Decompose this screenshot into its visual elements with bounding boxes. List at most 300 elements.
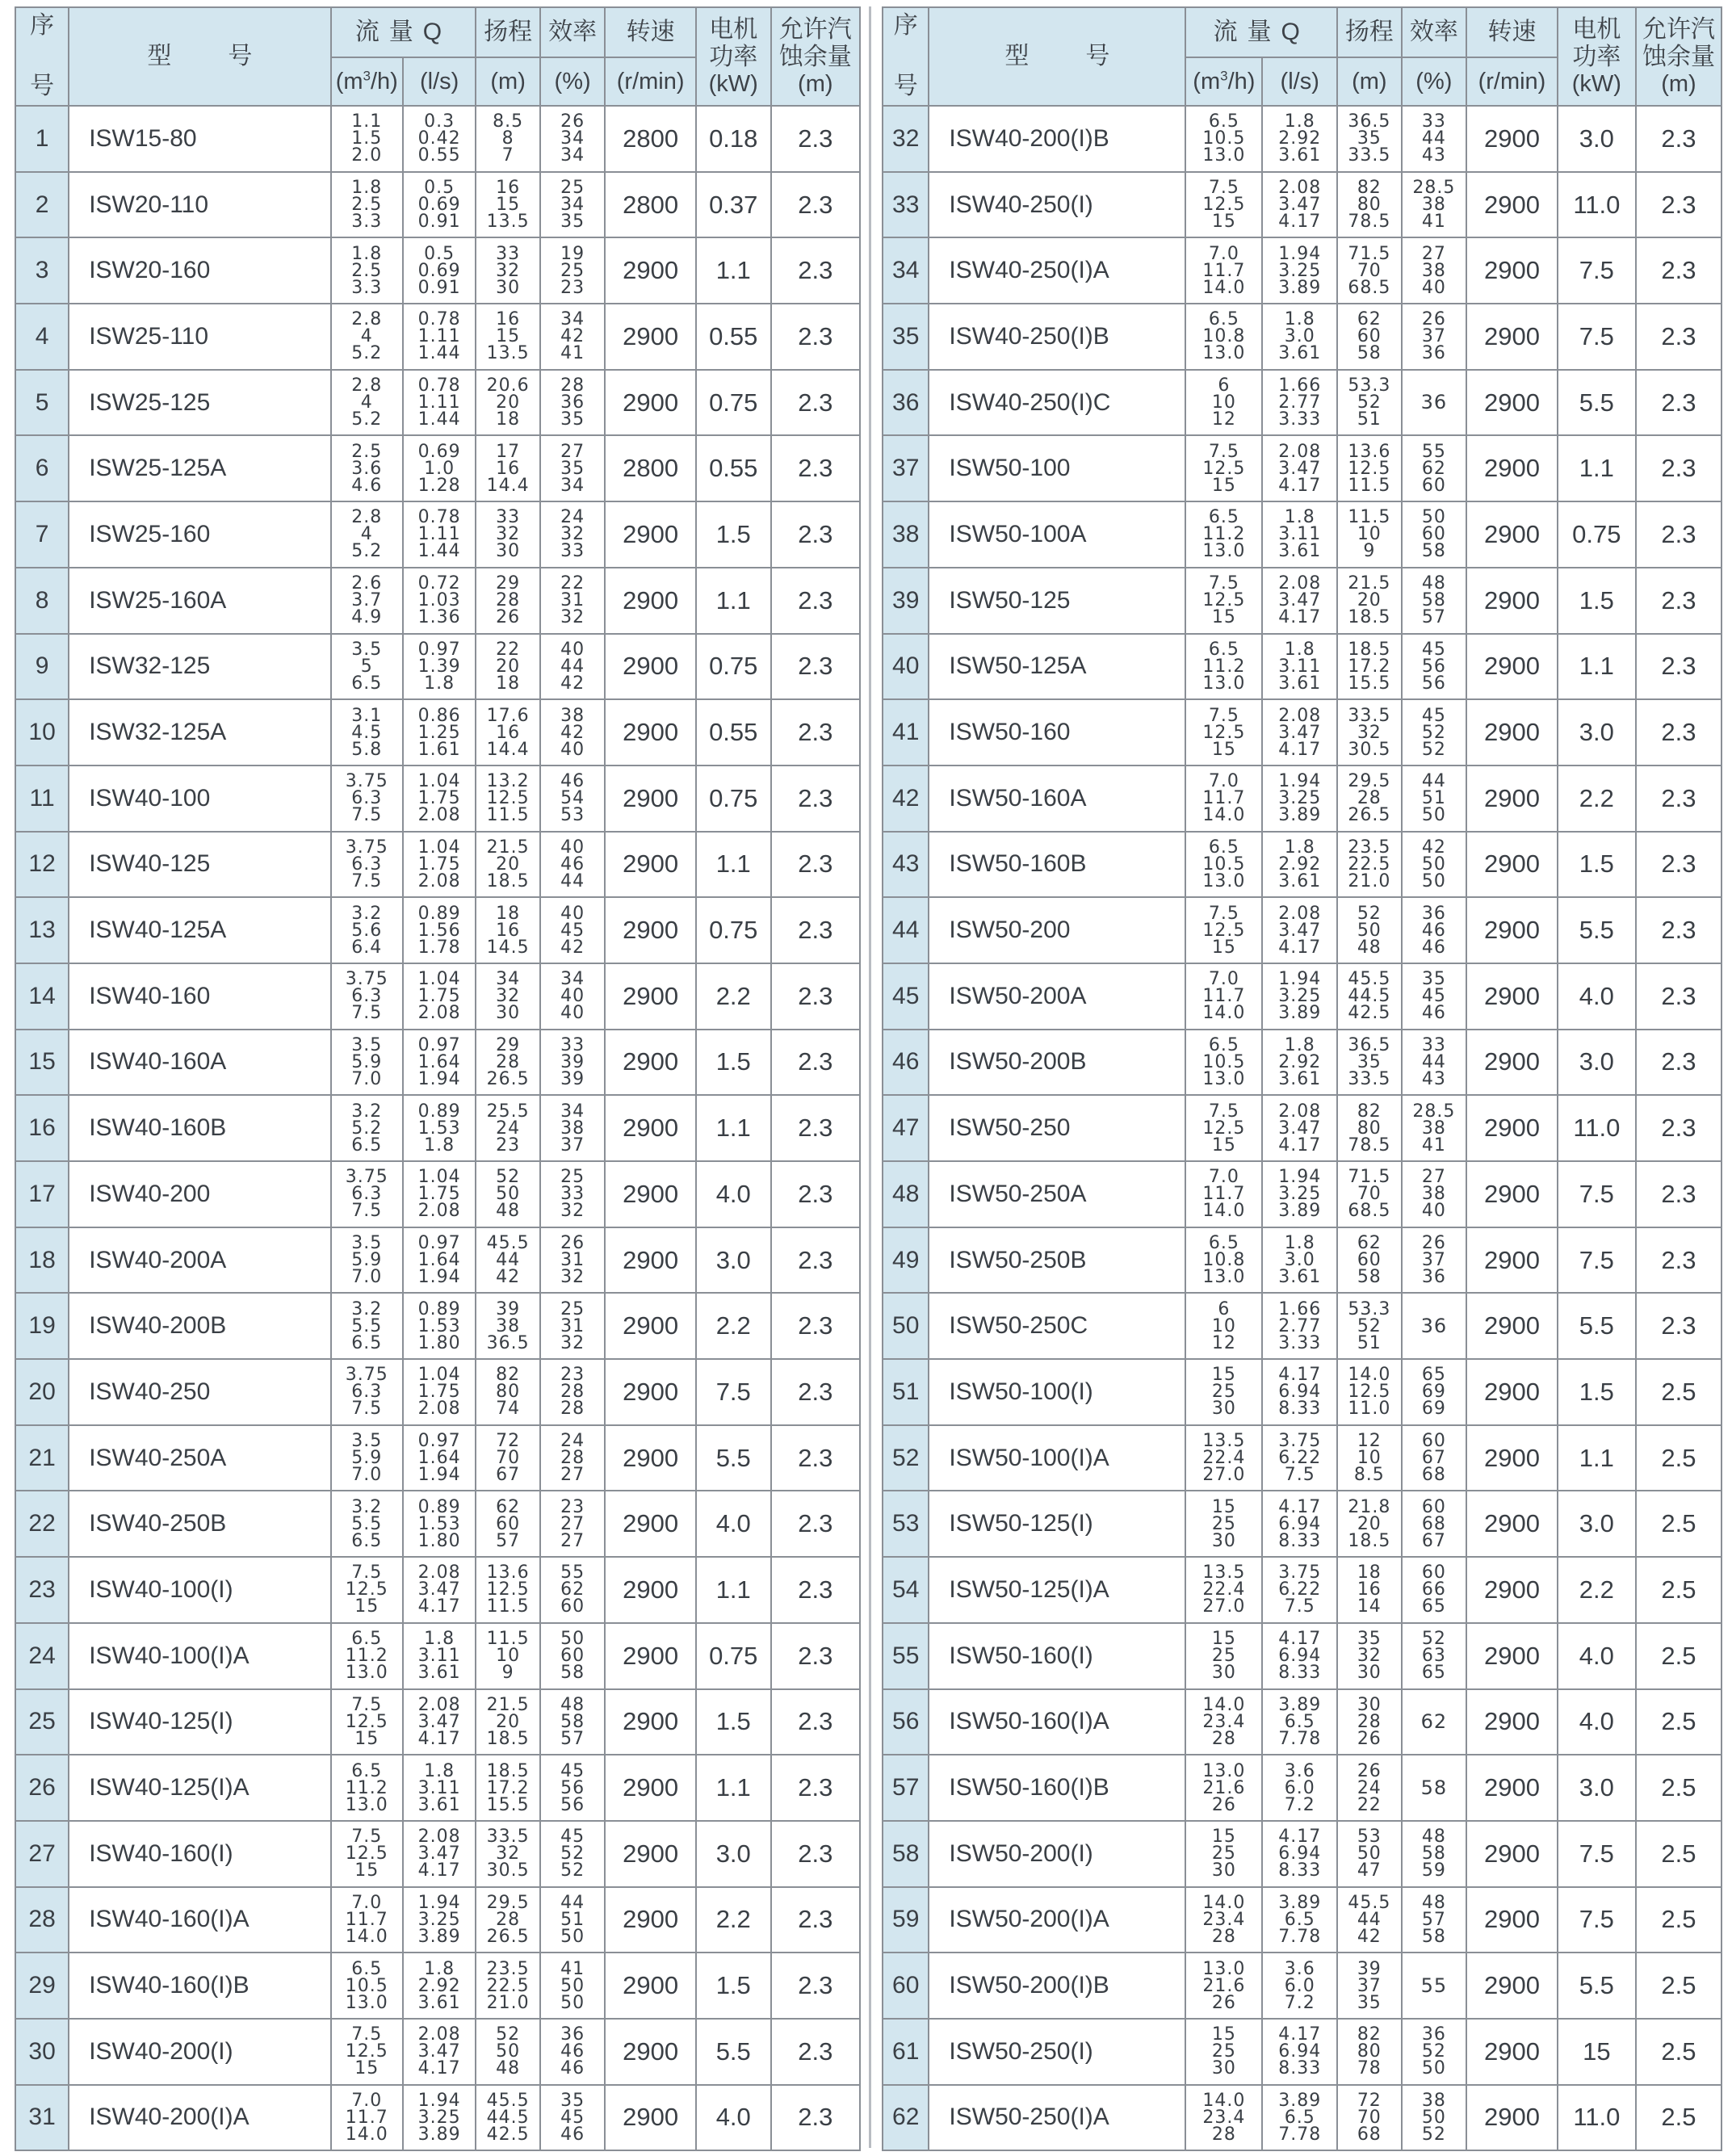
flow-ls-cell-value: 4.17 <box>1278 1496 1322 1517</box>
flow-m3h-cell-value: 1.5 <box>351 128 383 149</box>
flow-ls-cell-value: 1.94 <box>417 2090 461 2111</box>
flow-m3h-cell-value: 5.2 <box>351 1118 383 1139</box>
efficiency-cell-value: 46 <box>1421 920 1446 941</box>
head-cell-value: 26.5 <box>486 1068 530 1089</box>
flow-ls-cell <box>1262 370 1337 436</box>
model-cell: ISW50-200A <box>929 963 1185 1030</box>
flow-m3h-cell <box>331 699 403 766</box>
power-cell: 4.0 <box>1558 1689 1636 1755</box>
flow-m3h-cell-value: 3.5 <box>351 1034 383 1055</box>
head-cell-value: 21.0 <box>1348 870 1391 891</box>
flow-m3h-cell-value: 6.5 <box>1208 507 1239 528</box>
flow-ls-cell-value: 1.11 <box>417 392 461 413</box>
head-cell-value: 70 <box>1357 260 1382 281</box>
head-cell <box>1337 1359 1401 1425</box>
efficiency-cell-value: 60 <box>560 1596 585 1617</box>
flow-m3h-unit-pre: (m <box>1193 68 1221 94</box>
flow-ls-cell-value: 0.97 <box>417 1233 461 1254</box>
power-cell: 1.1 <box>1558 1425 1636 1491</box>
flow-m3h-cell-value: 3.75 <box>345 1365 388 1386</box>
flow-m3h-cell <box>331 237 403 304</box>
efficiency-cell-value: 53 <box>560 805 585 826</box>
flow-ls-cell <box>1262 1425 1337 1491</box>
head-cell-value: 30.5 <box>1348 739 1391 760</box>
flow-ls-cell-value: 3.25 <box>1278 260 1322 281</box>
flow-ls-cell-value: 1.11 <box>417 326 461 347</box>
flow-m3h-cell <box>1185 435 1262 501</box>
npsh-cell: 2.5 <box>1636 1689 1722 1755</box>
flow-m3h-cell-value: 12.5 <box>345 1579 388 1600</box>
efficiency-cell <box>1402 1821 1467 1887</box>
efficiency-cell-value: 69 <box>1421 1399 1446 1420</box>
efficiency-cell-value: 40 <box>560 739 585 760</box>
flow-ls-cell <box>1262 766 1337 832</box>
npsh-cell: 2.3 <box>771 304 860 370</box>
efficiency-cell <box>540 1491 606 1557</box>
index-header-char-1: 序 <box>30 12 55 39</box>
efficiency-cell-value: 24 <box>560 507 585 528</box>
efficiency-cell-value: 35 <box>1421 969 1446 990</box>
pump-row <box>883 370 1722 436</box>
pump-row <box>15 897 860 963</box>
pump-row <box>15 634 860 700</box>
speed-cell: 2900 <box>1466 172 1558 238</box>
head-cell <box>476 1821 539 1887</box>
efficiency-cell-value: 60 <box>1421 1562 1446 1583</box>
flow-ls-cell <box>403 634 476 700</box>
flow-ls-cell <box>403 1491 476 1557</box>
head-cell <box>1337 172 1401 238</box>
flow-ls-cell-value: 1.04 <box>417 837 461 858</box>
head-cell-value: 29.5 <box>486 1892 530 1913</box>
flow-m3h-cell-value: 14.0 <box>1202 1201 1246 1222</box>
flow-m3h-cell <box>331 1557 403 1623</box>
efficiency-cell-value: 67 <box>1421 1530 1446 1551</box>
flow-ls-cell-value: 7.2 <box>1284 1794 1315 1815</box>
efficiency-cell-value: 52 <box>1421 2124 1446 2145</box>
efficiency-cell-value: 48 <box>1421 1827 1446 1848</box>
model-cell: ISW40-125(I)A <box>69 1755 330 1821</box>
flow-ls-cell-value: 3.11 <box>1278 656 1322 677</box>
flow-ls-cell-value: 8.33 <box>1278 1663 1322 1684</box>
flow-ls-cell-value: 3.47 <box>417 1711 461 1732</box>
head-cell-value: 21.5 <box>486 1694 530 1715</box>
flow-m3h-cell <box>1185 634 1262 700</box>
power-cell: 0.37 <box>696 172 771 238</box>
efficiency-cell-value: 35 <box>560 458 585 479</box>
efficiency-cell <box>540 1030 606 1096</box>
head-cell-value: 36.5 <box>486 1332 530 1353</box>
efficiency-cell <box>540 237 606 304</box>
flow-ls-cell-value: 3.89 <box>1278 805 1322 826</box>
flow-ls-cell-value: 3.89 <box>417 1926 461 1947</box>
efficiency-cell-value: 50 <box>560 1975 585 1996</box>
pump-row <box>15 963 860 1030</box>
efficiency-cell-value: 27 <box>560 1530 585 1551</box>
power-header-line1: 电机 <box>1572 15 1621 43</box>
head-cell-value: 16 <box>1357 1579 1382 1600</box>
flow-ls-cell-value: 0.91 <box>417 277 461 298</box>
power-cell: 1.1 <box>696 1557 771 1623</box>
flow-ls-cell-value: 3.89 <box>1278 2090 1322 2111</box>
power-cell: 0.75 <box>696 897 771 963</box>
pump-row <box>883 568 1722 634</box>
efficiency-cell <box>540 897 606 963</box>
head-cell-value: 11.5 <box>486 805 530 826</box>
efficiency-cell-value: 40 <box>1421 277 1446 298</box>
head-cell <box>476 1227 539 1294</box>
head-cell <box>476 1425 539 1491</box>
efficiency-cell-value: 45 <box>560 920 585 941</box>
head-cell <box>476 435 539 501</box>
flow-ls-cell-value: 1.8 <box>1284 1233 1315 1254</box>
flow-m3h-cell-value: 14.0 <box>1202 2090 1246 2111</box>
flow-ls-cell-value: 3.0 <box>1284 326 1315 347</box>
pump-row <box>883 172 1722 238</box>
efficiency-cell-value: 34 <box>560 195 585 216</box>
flow-ls-cell-value: 4.17 <box>1278 475 1322 496</box>
head-cell-value: 42.5 <box>1348 1003 1391 1024</box>
efficiency-cell <box>1402 897 1467 963</box>
head-cell-value: 28 <box>496 1051 521 1072</box>
efficiency-cell <box>1402 1161 1467 1227</box>
model-cell: ISW50-250C <box>929 1293 1185 1359</box>
efficiency-cell-value: 38 <box>1421 260 1446 281</box>
flow-m3h-cell-value: 12.5 <box>1202 1118 1246 1139</box>
efficiency-cell-value: 37 <box>1421 1250 1446 1271</box>
flow-ls-cell-value: 3.61 <box>1278 673 1322 694</box>
flow-m3h-cell-value: 2.5 <box>351 260 383 281</box>
efficiency-cell <box>540 1689 606 1755</box>
efficiency-cell-value: 56 <box>1421 656 1446 677</box>
head-cell-value: 12.5 <box>1348 458 1391 479</box>
power-cell: 0.55 <box>696 699 771 766</box>
flow-ls-cell <box>1262 2085 1337 2151</box>
flow-ls-cell-value: 3.89 <box>1278 277 1322 298</box>
flow-ls-cell-value: 3.61 <box>417 1794 461 1815</box>
flow-ls-cell-value: 1.04 <box>417 1167 461 1188</box>
efficiency-cell <box>540 1161 606 1227</box>
flow-m3h-cell-value: 22.4 <box>1202 1448 1246 1469</box>
flow-ls-cell-value: 1.53 <box>417 1315 461 1336</box>
flow-ls-cell-value: 2.92 <box>1278 128 1322 149</box>
efficiency-cell <box>1402 1425 1467 1491</box>
pump-row <box>883 832 1722 898</box>
flow-m3h-cell <box>1185 1227 1262 1294</box>
flow-ls-cell-value: 6.94 <box>1278 1646 1322 1667</box>
speed-cell: 2900 <box>1466 1161 1558 1227</box>
flow-ls-cell-value: 1.25 <box>417 722 461 743</box>
flow-m3h-cell <box>1185 2085 1262 2151</box>
model-cell: ISW50-125(I)A <box>929 1557 1185 1623</box>
head-cell-value: 28 <box>1357 1711 1382 1732</box>
row-index: 42 <box>883 766 929 832</box>
flow-ls-cell <box>1262 1557 1337 1623</box>
flow-m3h-cell <box>1185 1161 1262 1227</box>
row-index: 17 <box>15 1161 69 1227</box>
power-cell: 1.1 <box>1558 634 1636 700</box>
flow-ls-cell-value: 0.97 <box>417 639 461 660</box>
flow-ls-cell-value: 2.08 <box>417 1003 461 1024</box>
npsh-cell: 2.3 <box>771 2019 860 2085</box>
head-cell <box>1337 2085 1401 2151</box>
flow-m3h-cell-value: 7.0 <box>1208 969 1239 990</box>
efficiency-cell-value: 28 <box>560 1399 585 1420</box>
flow-ls-cell-value: 4.17 <box>417 1596 461 1617</box>
flow-m3h-cell-value: 15 <box>1211 739 1236 760</box>
flow-m3h-cell <box>1185 963 1262 1030</box>
head-cell-value: 58 <box>1357 343 1382 364</box>
npsh-header-line1: 允许汽 <box>1642 15 1715 43</box>
flow-ls-cell-value: 1.53 <box>417 1513 461 1534</box>
pump-row <box>15 304 860 370</box>
flow-ls-cell <box>1262 1689 1337 1755</box>
row-index: 48 <box>883 1161 929 1227</box>
flow-m3h-cell-value: 15 <box>1211 937 1236 958</box>
speed-cell: 2900 <box>1466 1821 1558 1887</box>
head-cell-value: 11.5 <box>486 1596 530 1617</box>
flow-ls-cell-value: 2.08 <box>1278 903 1322 924</box>
head-cell-value: 80 <box>1357 1118 1382 1139</box>
flow-m3h-cell-value: 7.0 <box>351 1267 383 1288</box>
row-index: 25 <box>15 1689 69 1755</box>
flow-ls-cell-value: 3.89 <box>1278 1003 1322 1024</box>
flow-ls-cell <box>403 2019 476 2085</box>
flow-m3h-cell-value: 11.7 <box>1202 260 1246 281</box>
efficiency-cell <box>1402 1095 1467 1161</box>
row-index: 2 <box>15 172 69 238</box>
flow-m3h-cell-value: 14.0 <box>1202 1892 1246 1913</box>
flow-m3h-cell-value: 5.9 <box>351 1051 383 1072</box>
flow-m3h-cell-value: 4.6 <box>351 475 383 496</box>
efficiency-cell <box>1402 699 1467 766</box>
flow-m3h-cell-value: 3.6 <box>351 458 383 479</box>
pump-row <box>15 2085 860 2151</box>
flow-ls-cell <box>1262 1293 1337 1359</box>
flow-m3h-cell-value: 2.8 <box>351 375 383 396</box>
row-index: 22 <box>15 1491 69 1557</box>
speed-cell: 2900 <box>1466 304 1558 370</box>
flow-m3h-cell <box>1185 304 1262 370</box>
power-cell: 7.5 <box>1558 237 1636 304</box>
flow-m3h-cell <box>331 1161 403 1227</box>
efficiency-cell-value: 28.5 <box>1412 178 1456 199</box>
flow-ls-cell <box>1262 897 1337 963</box>
head-cell-value: 78.5 <box>1348 212 1391 233</box>
flow-ls-cell <box>403 1887 476 1953</box>
model-cell: ISW50-160(I)A <box>929 1689 1185 1755</box>
efficiency-cell-value: 52 <box>1421 2041 1446 2062</box>
flow-ls-cell-value: 4.17 <box>1278 1365 1322 1386</box>
efficiency-cell-value: 27 <box>1421 243 1446 264</box>
flow-ls-cell <box>403 699 476 766</box>
npsh-cell: 2.3 <box>771 1227 860 1294</box>
flow-ls-cell <box>1262 1755 1337 1821</box>
efficiency-cell <box>540 1623 606 1689</box>
head-unit: (m) <box>1352 68 1387 94</box>
head-cell-value: 8 <box>501 128 514 149</box>
flow-ls-cell-value: 1.44 <box>417 343 461 364</box>
head-cell-value: 18.5 <box>486 870 530 891</box>
flow-m3h-cell-value: 4 <box>360 392 373 413</box>
power-cell: 2.2 <box>696 1887 771 1953</box>
flow-ls-cell <box>403 501 476 568</box>
flow-m3h-cell <box>1185 1425 1262 1491</box>
model-cell: ISW40-100 <box>69 766 330 832</box>
speed-cell: 2900 <box>605 963 696 1030</box>
flow-ls-cell-value: 1.8 <box>424 1760 455 1781</box>
efficiency-cell-value: 38 <box>1421 1118 1446 1139</box>
npsh-cell: 2.3 <box>771 1095 860 1161</box>
head-cell-value: 42.5 <box>486 2124 530 2145</box>
flow-ls-cell-value: 1.66 <box>1278 1298 1322 1319</box>
model-cell: ISW50-200 <box>929 897 1185 963</box>
head-cell-value: 29 <box>496 573 521 594</box>
power-cell: 5.5 <box>1558 1953 1636 2019</box>
pump-row <box>883 501 1722 568</box>
speed-cell: 2900 <box>1466 1887 1558 1953</box>
head-cell-value: 37 <box>1357 1975 1382 1996</box>
flow-m3h-cell-value: 2.6 <box>351 573 383 594</box>
efficiency-cell-value: 52 <box>1421 1629 1446 1650</box>
model-cell: ISW32-125 <box>69 634 330 700</box>
efficiency-cell-value: 50 <box>1421 870 1446 891</box>
efficiency-cell <box>1402 1030 1467 1096</box>
row-index: 62 <box>883 2085 929 2151</box>
flow-ls-cell-value: 0.5 <box>424 243 455 264</box>
efficiency-cell-value: 27 <box>560 1513 585 1534</box>
flow-ls-cell-value: 1.44 <box>417 409 461 430</box>
head-cell-value: 18 <box>496 409 521 430</box>
flow-ls-cell-value: 3.75 <box>1278 1562 1322 1583</box>
flow-ls-cell-value: 3.47 <box>1278 458 1322 479</box>
flow-m3h-cell-value: 13.0 <box>1202 145 1246 166</box>
flow-ls-cell-value: 3.47 <box>1278 590 1322 611</box>
flow-ls-cell-value: 8.33 <box>1278 1860 1322 1881</box>
flow-m3h-cell-value: 3.2 <box>351 1496 383 1517</box>
head-cell-value: 50 <box>1357 920 1382 941</box>
head-cell-value: 12 <box>1357 1431 1382 1452</box>
pump-row <box>883 237 1722 304</box>
flow-m3h-cell-value: 25 <box>1211 1513 1236 1534</box>
flow-m3h-cell-value: 6.5 <box>351 1629 383 1650</box>
flow-ls-cell-value: 1.94 <box>1278 243 1322 264</box>
model-cell: ISW25-110 <box>69 304 330 370</box>
head-cell-value: 18.5 <box>1348 607 1391 628</box>
speed-cell: 2900 <box>605 1755 696 1821</box>
head-cell <box>476 1755 539 1821</box>
head-cell-value: 30.5 <box>486 1860 530 1881</box>
head-cell-value: 33.5 <box>1348 1068 1391 1089</box>
flow-m3h-cell-value: 7.5 <box>351 1827 383 1848</box>
flow-m3h-cell-value: 6.3 <box>351 986 383 1007</box>
head-cell-value: 52 <box>1357 392 1382 413</box>
head-cell-value: 48 <box>1357 937 1382 958</box>
head-cell-value: 21.8 <box>1348 1496 1391 1517</box>
flow-ls-cell-value: 4.17 <box>1278 1629 1322 1650</box>
row-index: 28 <box>15 1887 69 1953</box>
model-cell: ISW15-80 <box>69 106 330 172</box>
efficiency-cell-value: 62 <box>1421 458 1446 479</box>
head-cell <box>1337 832 1401 898</box>
flow-ls-cell-value: 3.33 <box>1278 409 1322 430</box>
flow-ls-cell-value: 3.25 <box>1278 788 1322 809</box>
flow-m3h-cell-value: 7.0 <box>351 2090 383 2111</box>
flow-ls-cell-value: 0.89 <box>417 1496 461 1517</box>
efficiency-cell-value: 33 <box>560 1034 585 1055</box>
npsh-cell: 2.3 <box>1636 370 1722 436</box>
npsh-cell: 2.3 <box>771 1557 860 1623</box>
head-cell <box>1337 370 1401 436</box>
flow-m3h-cell-value: 25 <box>1211 1844 1236 1864</box>
flow-header-label: 流量Q <box>354 18 452 45</box>
flow-ls-cell-value: 1.75 <box>417 1382 461 1403</box>
efficiency-cell-value: 38 <box>1421 195 1446 216</box>
flow-m3h-cell-value: 2.8 <box>351 309 383 330</box>
flow-ls-cell-value: 1.94 <box>417 1465 461 1486</box>
efficiency-cell-value: 50 <box>560 1992 585 2013</box>
head-cell-value: 24 <box>496 1118 521 1139</box>
npsh-cell: 2.3 <box>771 1359 860 1425</box>
flow-ls-cell-value: 1.8 <box>1284 837 1315 858</box>
pump-row <box>15 1953 860 2019</box>
flow-m3h-cell <box>1185 1030 1262 1096</box>
flow-m3h-cell-value: 15 <box>354 2058 380 2079</box>
flow-ls-cell <box>403 304 476 370</box>
flow-m3h-cell <box>1185 501 1262 568</box>
npsh-cell: 2.5 <box>1636 1359 1722 1425</box>
power-header <box>1558 7 1636 106</box>
flow-ls-cell-value: 1.28 <box>417 475 461 496</box>
pump-row <box>15 1821 860 1887</box>
row-index: 8 <box>15 568 69 634</box>
efficiency-cell <box>540 172 606 238</box>
flow-m3h-cell-value: 2.8 <box>351 507 383 528</box>
efficiency-cell <box>1402 172 1467 238</box>
efficiency-cell <box>1402 1755 1467 1821</box>
flow-ls-cell-value: 1.8 <box>1284 111 1315 132</box>
flow-m3h-cell-value: 10.5 <box>1202 128 1246 149</box>
head-cell-value: 18 <box>1357 1562 1382 1583</box>
flow-ls-cell-value: 1.94 <box>417 1068 461 1089</box>
flow-ls-cell-value: 3.89 <box>1278 1694 1322 1715</box>
pump-row <box>15 1491 860 1557</box>
head-cell-value: 13.5 <box>486 343 530 364</box>
speed-cell: 2800 <box>605 172 696 238</box>
flow-ls-cell <box>1262 634 1337 700</box>
head-cell-value: 32 <box>496 1844 521 1864</box>
model-cell: ISW50-100A <box>929 501 1185 568</box>
speed-cell: 2900 <box>1466 106 1558 172</box>
speed-cell: 2900 <box>1466 1030 1558 1096</box>
npsh-cell: 2.3 <box>771 1887 860 1953</box>
npsh-cell: 2.3 <box>1636 435 1722 501</box>
flow-m3h-cell <box>1185 699 1262 766</box>
flow-m3h-cell-value: 21.6 <box>1202 1777 1246 1798</box>
pump-row <box>883 1095 1722 1161</box>
power-cell: 3.0 <box>1558 106 1636 172</box>
speed-cell: 2900 <box>605 634 696 700</box>
flow-m3h-cell-value: 28 <box>1211 1728 1236 1749</box>
head-cell <box>1337 699 1401 766</box>
head-cell-value: 13.2 <box>486 771 530 792</box>
efficiency-cell-value: 34 <box>560 145 585 166</box>
flow-m3h-cell-value: 10 <box>1211 392 1236 413</box>
head-cell-value: 30 <box>496 277 521 298</box>
efficiency-cell <box>1402 1953 1467 2019</box>
flow-ls-cell <box>403 568 476 634</box>
speed-cell: 2900 <box>605 1953 696 2019</box>
